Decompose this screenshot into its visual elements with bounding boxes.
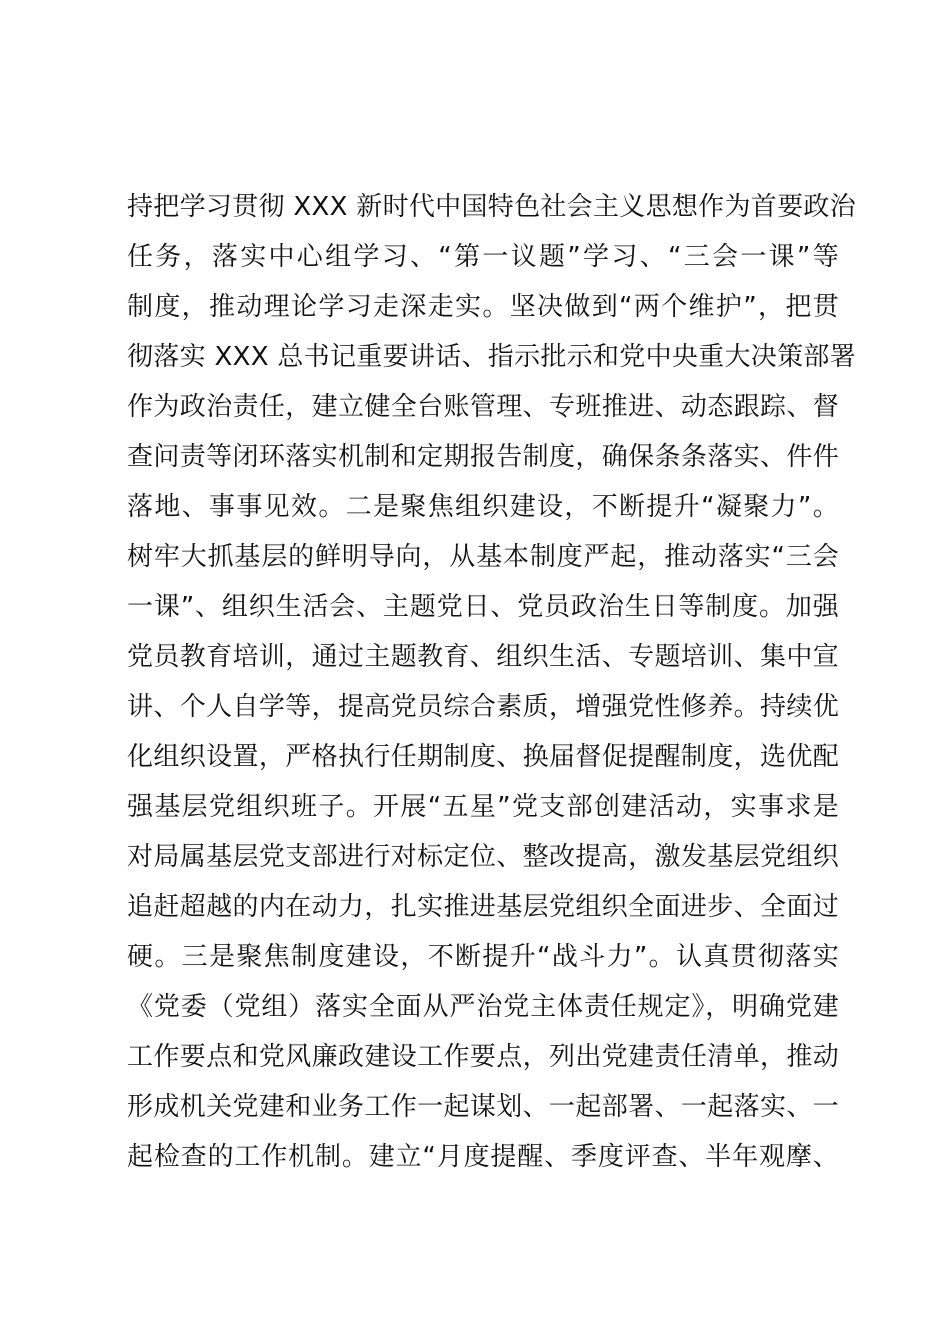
text-line: 强基层党组织班子。开展“五星”党支部创建活动，实事求是: [127, 792, 839, 822]
text-line: 彻落实 XXX 总书记重要讲话、指示批示和党中央重大决策部署: [127, 342, 856, 372]
text-line: 持把学习贯彻 XXX 新时代中国特色社会主义思想作为首要政治: [127, 192, 856, 222]
text-line: 形成机关党建和业务工作一起谋划、一起部署、一起落实、一: [127, 1092, 839, 1122]
text-line: 《党委（党组）落实全面从严治党主体责任规定》，明确党建: [127, 992, 839, 1022]
text-line: 树牢大抓基层的鲜明导向，从基本制度严起，推动落实“三会: [127, 542, 839, 572]
text-line: 任务，落实中心组学习、“第一议题”学习、“三会一课”等: [127, 242, 839, 272]
body-paragraph: [127, 182, 856, 1182]
text-line: 一课”、组织生活会、主题党日、党员政治生日等制度。加强: [127, 592, 839, 622]
text-line: 作为政治责任，建立健全台账管理、专班推进、动态跟踪、督: [127, 392, 839, 422]
text-line: 对局属基层党支部进行对标定位、整改提高，激发基层党组织: [127, 842, 839, 872]
text-line: 工作要点和党风廉政建设工作要点，列出党建责任清单，推动: [127, 1042, 839, 1072]
text-line: 制度，推动理论学习走深走实。坚决做到“两个维护”，把贯: [127, 292, 839, 322]
text-line: 落地、事事见效。二是聚焦组织建设，不断提升“凝聚力”。: [127, 492, 839, 522]
text-line: 追赶超越的内在动力，扎实推进基层党组织全面进步、全面过: [127, 892, 839, 922]
text-line: 讲、个人自学等，提高党员综合素质，增强党性修养。持续优: [127, 692, 839, 722]
text-line: 硬。三是聚焦制度建设，不断提升“战斗力”。认真贯彻落实: [127, 942, 839, 972]
text-line: 化组织设置，严格执行任期制度、换届督促提醒制度，选优配: [127, 742, 839, 772]
text-line: 查问责等闭环落实机制和定期报告制度，确保条条落实、件件: [127, 442, 839, 472]
text-line: 起检查的工作机制。建立“月度提醒、季度评查、半年观摩、: [127, 1142, 839, 1172]
text-line: 党员教育培训，通过主题教育、组织生活、专题培训、集中宣: [127, 642, 839, 672]
